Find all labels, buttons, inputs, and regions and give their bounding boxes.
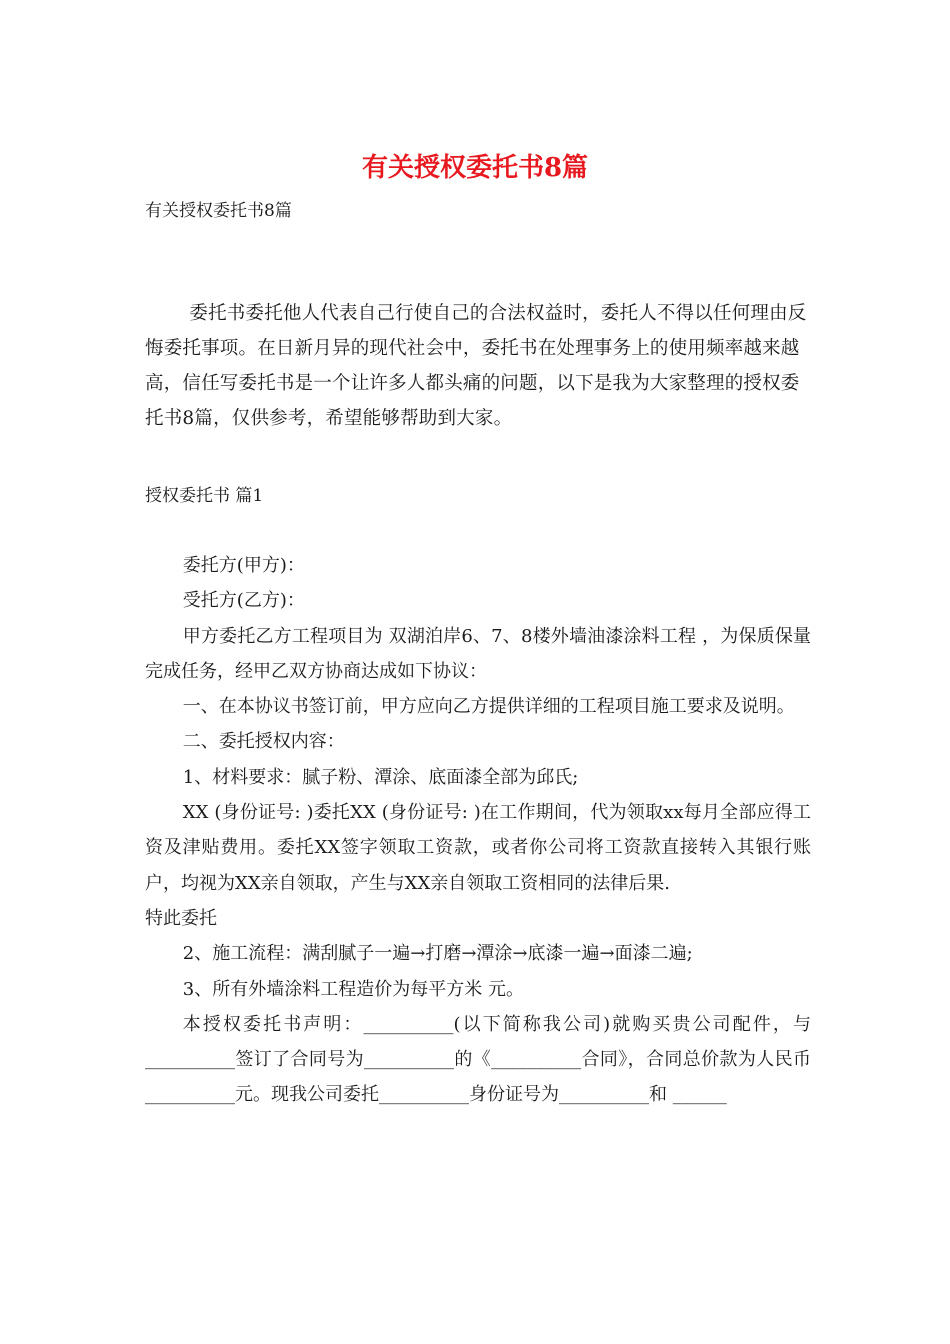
document-body xyxy=(145,548,811,1113)
material-requirements: 1、材料要求：腻子粉、潭涂、底面漆全部为邱氏; xyxy=(182,766,579,788)
salary-authorization-paragraph: XX (身份证号: )委托XX (身份证号: )在工作期间，代为领取xx每月全部应得工资及津贴费用。委托XX签字领取工资款，或者你公司将工资款直接转入其银行账户，均视为XX亲自领取，产生与XX亲自领取工资相同的法律后果. xyxy=(145,802,811,894)
project-paragraph: 甲方委托乙方工程项目为 双湖泊岸6、7、8楼外墙油漆涂料工程 ，为保质保量完成任务，经甲乙双方协商达成如下协议： xyxy=(145,625,811,682)
agent-party-line: 受托方(乙方)： xyxy=(182,590,305,612)
section-heading: 授权委托书 篇1 xyxy=(145,486,264,506)
document-subtitle: 有关授权委托书8篇 xyxy=(145,201,292,221)
client-party-line: 委托方(甲方)： xyxy=(182,555,305,576)
construction-process: 2、施工流程：满刮腻子一遍→打磨→潭涂→底漆一遍→面漆二遍; xyxy=(182,943,693,965)
document-title: 有关授权委托书8篇 xyxy=(361,153,589,183)
cost-clause: 3、所有外墙涂料工程造价为每平方米 元。 xyxy=(182,978,524,1000)
authorization-statement: 本授权委托书声明：__________(以下简称我公司)就购买贵公司配件，与__________签订了合同号为__________的《__________合同》，合同总价款为人民币__________元。现我公司委托__________身份证号为__________和 ______ xyxy=(145,1013,811,1106)
closing-line: 特此委托 xyxy=(145,907,217,929)
intro-paragraph: 委托书委托他人代表自己行使自己的合法权益时，委托人不得以任何理由反悔委托事项。在日新月异的现代社会中，委托书在处理事务上的使用频率越来越高，信任写委托书是一个让许多人都头痛的问题，以下是我为大家整理的授权委托书8篇，仅供参考，希望能够帮助到大家。 xyxy=(145,303,807,429)
clause-two-heading: 二、委托授权内容： xyxy=(182,731,345,753)
clause-one: 一、在本协议书签订前，甲方应向乙方提供详细的工程项目施工要求及说明。 xyxy=(182,696,795,718)
